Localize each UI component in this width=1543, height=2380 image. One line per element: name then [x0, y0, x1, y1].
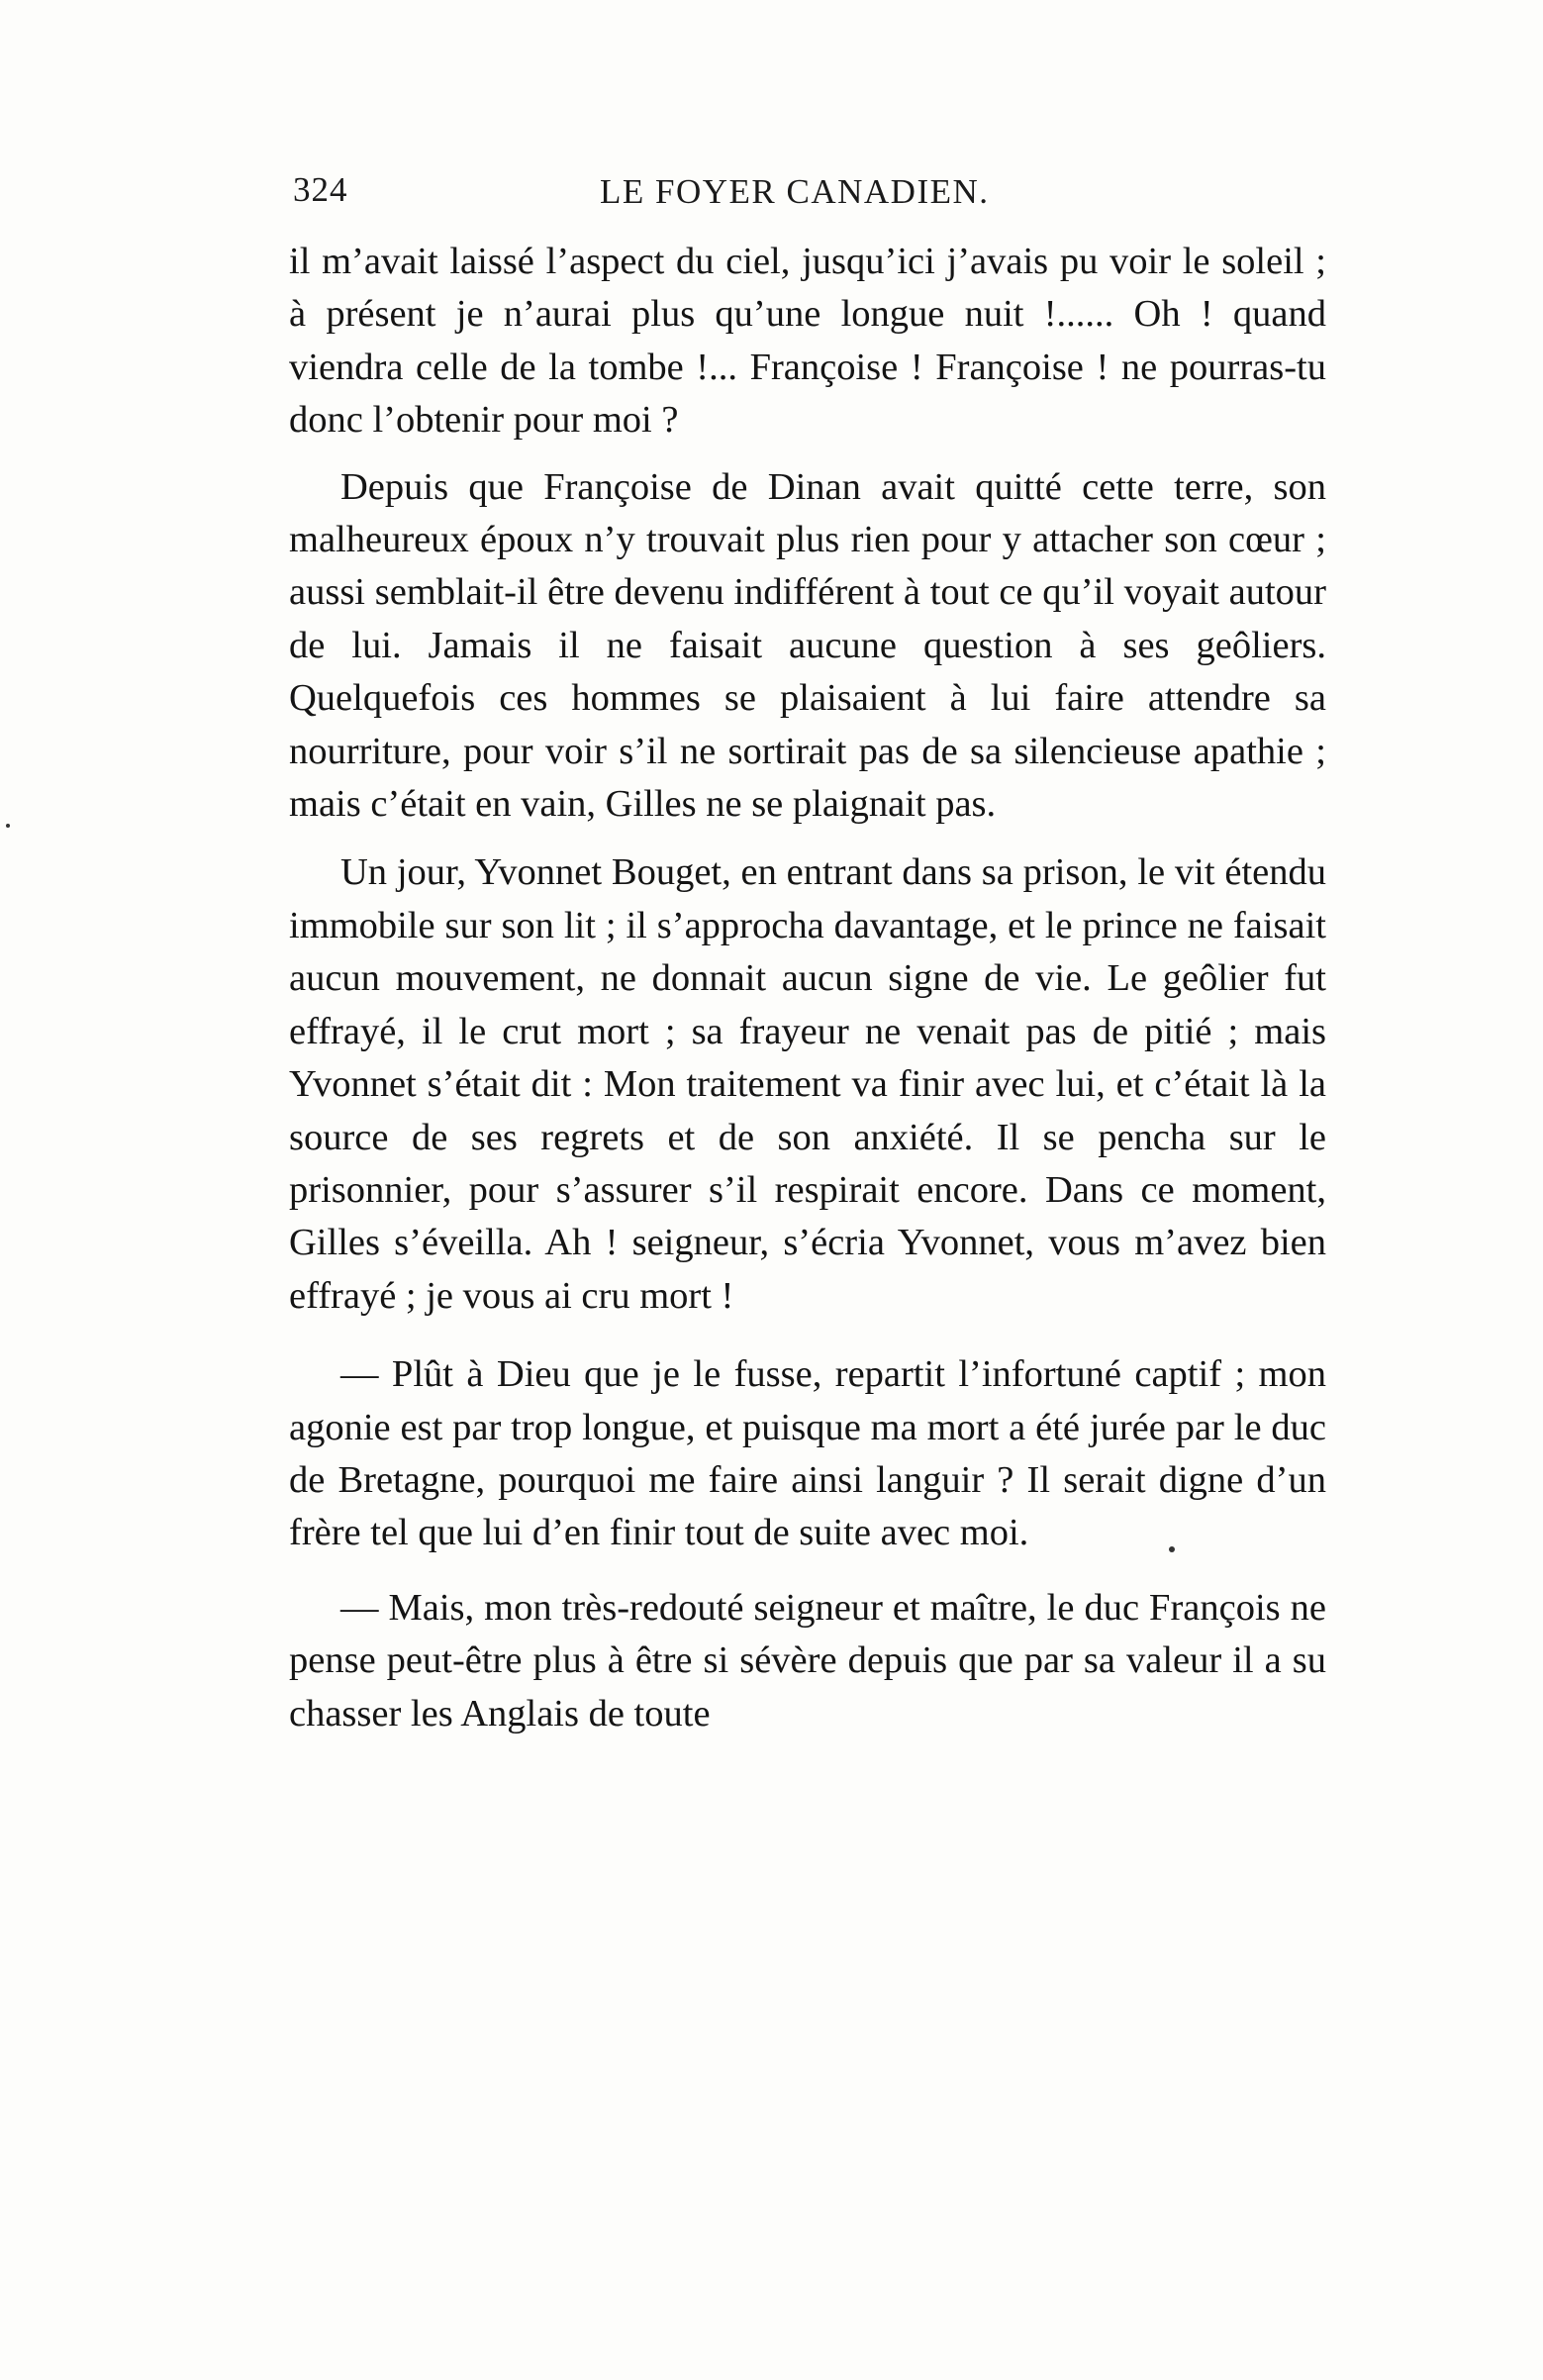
paragraph: Depuis que Françoise de Dinan avait quitté cette terre, son malheureux époux n’y trouvait plus rien pour y attacher son cœur ; aussi semblait-il être devenu indifférent à tout ce qu’il voyait autour de lui. Jamais il ne faisait aucune question à ses geôliers. Quelquefois ces hommes se plaisaient à lui faire attendre sa nourriture, pour voir s’il ne sortirait pas de sa silencieuse apathie ; mais c’était en vain, Gilles ne se plaignait pas.	[289, 465, 1326, 826]
ink-speck	[1169, 1546, 1175, 1552]
ink-speck	[6, 824, 10, 828]
paragraph-continued: il m’avait laissé l’aspect du ciel, jusqu’ici j’avais pu voir le soleil ; à présent je n’aurai plus qu’une longue nuit !...... Oh ! quand viendra celle de la tombe !... Françoise ! Françoise ! ne pourras-tu donc l’obtenir pour moi ?	[289, 241, 1326, 442]
dialogue-paragraph: — Plût à Dieu que je le fusse, repartit l’infortuné captif ; mon agonie est par trop longue, et puisque ma mort a été jurée par le duc de Bretagne, pourquoi me faire ainsi languir ? Il serait digne d’un frère tel que lui d’en finir tout de suite avec moi.	[289, 1353, 1326, 1554]
page-header	[293, 170, 1322, 220]
page-number: 324	[293, 170, 348, 209]
body-text	[289, 236, 1326, 1740]
paragraph: Un jour, Yvonnet Bouget, en entrant dans sa prison, le vit étendu immobile sur son lit ; il s’approcha davantage, et le prince ne faisait aucun mouvement, ne donnait aucun signe de vie. Le geôlier fut effrayé, il le crut mort ; sa frayeur ne venait pas de pitié ; mais Yvonnet s’était dit : Mon traitement va finir avec lui, et c’était là la source de ses regrets et de son anxiété. Il se pencha sur le prisonnier, pour s’assurer s’il respirait encore. Dans ce moment, Gilles s’éveilla. Ah ! seigneur, s’écria Yvonnet, vous m’avez bien effrayé ; je vous ai cru mort !	[289, 851, 1326, 1317]
dialogue-paragraph: — Mais, mon très-redouté seigneur et maître, le duc François ne pense peut-être plus à être si sévère depuis que par sa valeur il a su chasser les Anglais de toute	[289, 1586, 1326, 1735]
running-title: LE FOYER CANADIEN.	[600, 172, 990, 211]
